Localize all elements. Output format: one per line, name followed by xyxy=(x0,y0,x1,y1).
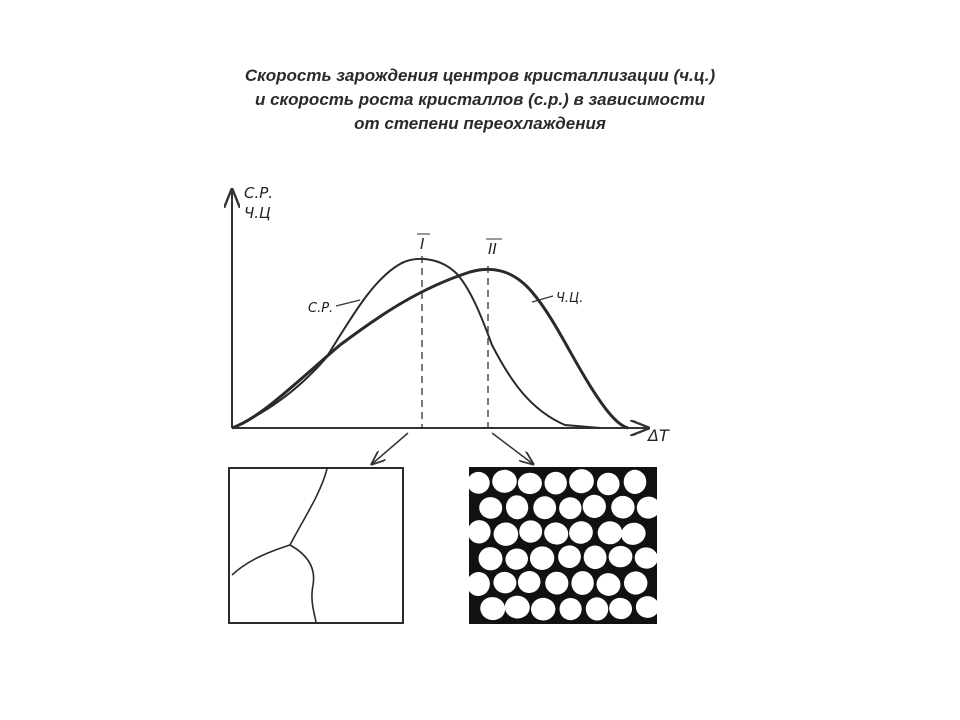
y-axis-label-growth: С.Р. xyxy=(244,184,274,202)
grain xyxy=(518,473,542,494)
growth-rate-curve xyxy=(232,259,600,428)
arrow-to-coarse-grains xyxy=(372,433,408,464)
x-axis-label: ΔT xyxy=(648,426,669,445)
fine-grain-microstructure xyxy=(466,467,662,623)
coarse-grain-microstructure xyxy=(229,468,403,623)
title-line-2: и скорость роста кристаллов (с.р.) в зависимости xyxy=(254,90,705,109)
growth-rate-label: С.Р. xyxy=(308,301,334,316)
peak-1-label: I xyxy=(420,235,425,253)
growth-rate-leader xyxy=(336,300,360,306)
nucleation-rate-label: Ч.Ц. xyxy=(556,291,584,306)
y-axis-label-nucleation: Ч.Ц xyxy=(244,204,271,222)
arrow-to-fine-grains xyxy=(492,433,533,464)
grain xyxy=(545,472,567,495)
title-line-3: от степени переохлаждения xyxy=(354,114,606,133)
peak-2-label: II xyxy=(488,240,497,258)
title-line-1: Скорость зарождения центров кристаллизации (ч.ц.) xyxy=(244,66,716,85)
